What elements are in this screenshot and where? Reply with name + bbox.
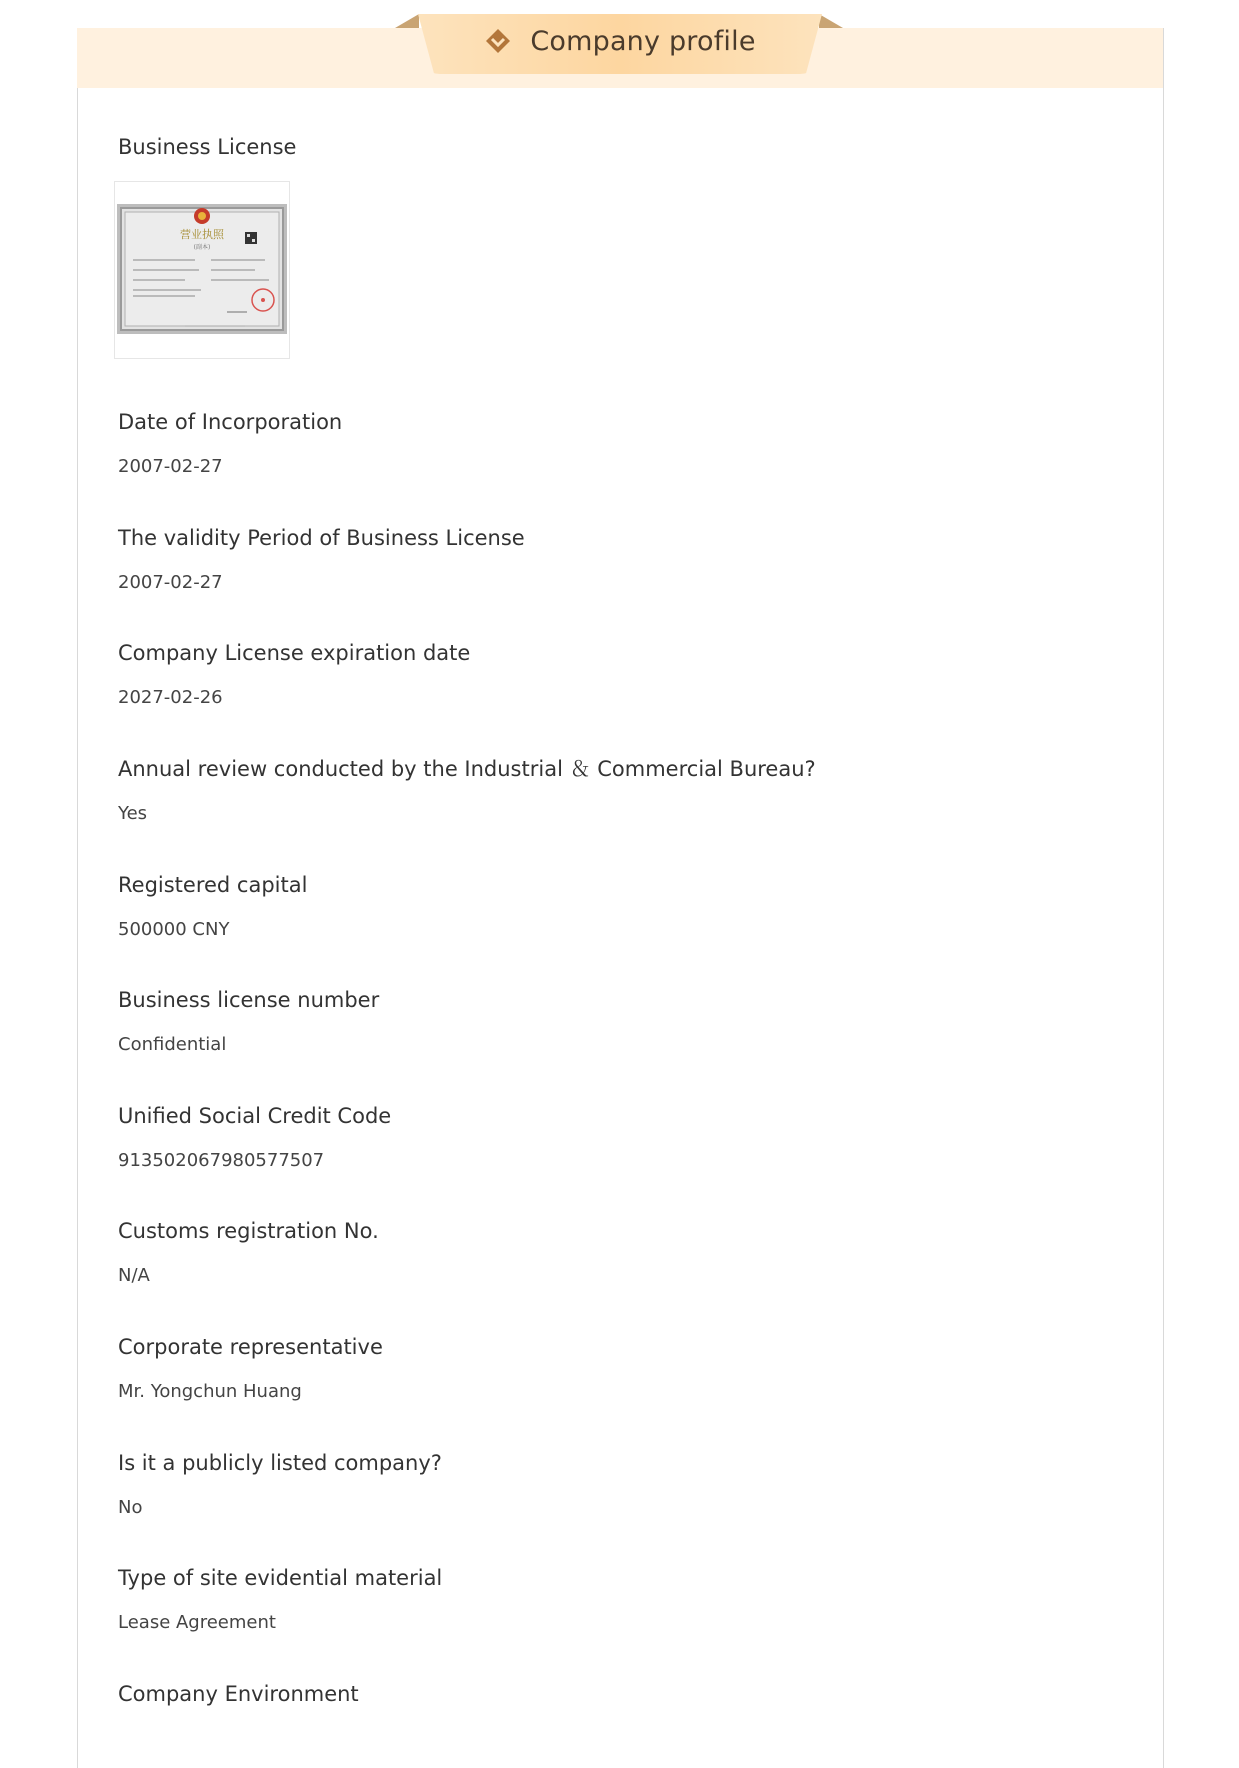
business-license-image[interactable] [114, 181, 290, 359]
field-label: Annual review conducted by the Industrial ＆ Commercial Bureau? [118, 757, 816, 781]
field-value: Yes [118, 803, 148, 824]
field-registered-capital [118, 871, 1118, 943]
field-publicly-listed [118, 1449, 1118, 1521]
field-value: No [118, 1497, 143, 1518]
business-license-label: Business License [118, 135, 297, 159]
field-label: Type of site evidential material [118, 1566, 443, 1590]
field-license-expiration-date [118, 639, 1118, 711]
field-value: 2007-02-27 [118, 572, 223, 593]
ribbon-ear-left [395, 14, 419, 28]
field-label: Is it a publicly listed company? [118, 1451, 442, 1475]
field-label: Registered capital [118, 873, 308, 897]
field-label: Corporate representative [118, 1335, 383, 1359]
field-value: 500000 CNY [118, 919, 230, 940]
diamond-icon [484, 27, 512, 55]
field-label: Company License expiration date [118, 641, 471, 665]
field-value: N/A [118, 1265, 150, 1286]
field-value: 2007-02-27 [118, 456, 223, 477]
field-value: Confidential [118, 1034, 227, 1055]
field-unified-social-credit-code [118, 1102, 1118, 1174]
header-ribbon-content [418, 14, 822, 68]
page-title: Company profile [530, 25, 756, 57]
license-image-title: 营业执照 [180, 228, 224, 241]
field-label: Customs registration No. [118, 1219, 379, 1243]
field-label: Business license number [118, 988, 380, 1012]
field-date-of-incorporation [118, 408, 1118, 480]
field-site-evidential-material [118, 1564, 1118, 1636]
field-label: Date of Incorporation [118, 410, 343, 434]
field-corporate-representative [118, 1333, 1118, 1405]
section-company-environment [118, 1680, 1118, 1708]
field-value: Mr. Yongchun Huang [118, 1381, 302, 1402]
profile-content [118, 132, 1118, 1706]
ribbon-ear-right [819, 14, 843, 28]
field-label: The validity Period of Business License [118, 526, 525, 550]
field-value: 913502067980577507 [118, 1150, 325, 1171]
section-label: Company Environment [118, 1682, 359, 1706]
field-business-license-number [118, 986, 1118, 1058]
field-value: 2027-02-26 [118, 687, 223, 708]
field-annual-review [118, 755, 1118, 827]
field-value: Lease Agreement [118, 1612, 276, 1633]
field-customs-registration [118, 1217, 1118, 1289]
field-license-validity-period [118, 524, 1118, 596]
license-image-subtitle: (副本) [193, 244, 211, 251]
field-label: Unified Social Credit Code [118, 1104, 392, 1128]
